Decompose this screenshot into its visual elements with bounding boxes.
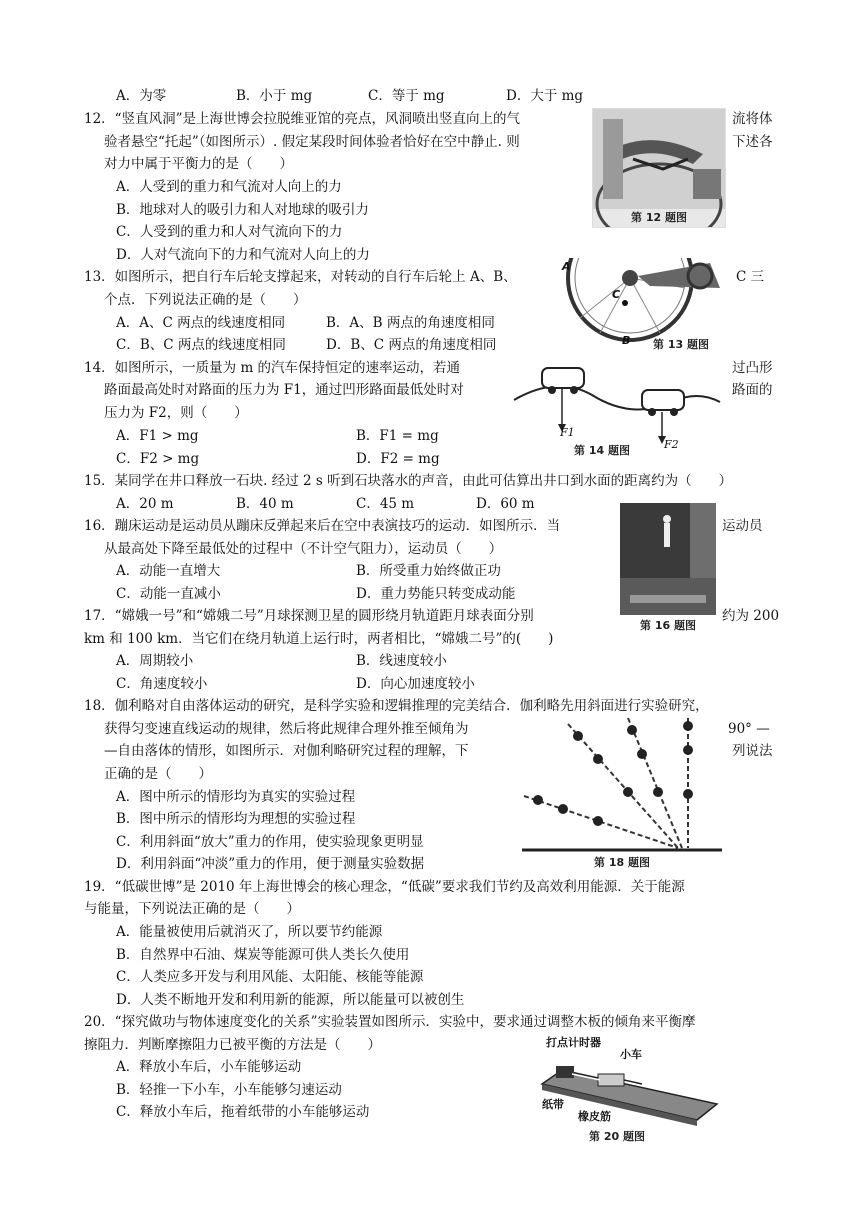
q20-label-tape: 纸带: [542, 1098, 564, 1111]
q17-stem-line1-right: 约为 200: [722, 608, 780, 624]
q14-label-f1: F1: [560, 426, 575, 439]
q12-option-c: C．人受到的重力和人对气流向下的力: [116, 224, 343, 240]
q20-option-b: B．轻推一下小车，小车能够匀速运动: [116, 1082, 342, 1098]
q16-option-a: A．动能一直增大: [116, 563, 221, 579]
q18-stem-line3: —自由落体的情形，如图所示．对伽利略研究过程的理解，下: [104, 743, 469, 759]
q13-label-b: B: [622, 334, 631, 347]
q12-option-b: B．地球对人的吸引力和人对地球的吸引力: [116, 202, 369, 218]
q17-option-b: B．线速度较小: [356, 653, 447, 669]
q16-caption: 第 16 题图: [640, 619, 696, 632]
q16-option-b: B．所受重力始终做正功: [356, 563, 501, 579]
q20-label-rubber-band: 橡皮筋: [578, 1110, 611, 1123]
q20-stem-line2: 擦阻力．判断摩擦阻力已被平衡的方法是（ ）: [84, 1037, 381, 1053]
q15-option-d: D．60 m: [476, 496, 535, 512]
q14-stem-line2: 路面最高处时对路面的压力为 F1，通过凹形路面最低处时对: [104, 382, 464, 398]
q11-option-b: B．小于 mg: [236, 88, 313, 104]
trampoline-photo: [620, 503, 716, 615]
q14-label-f2: F2: [664, 438, 679, 451]
q16-option-d: D．重力势能只转变成动能: [356, 586, 516, 602]
q20-stem-line1: 20．“探究做功与物体速度变化的关系”实验装置如图所示．实验中，要求通过调整木板的倾角来平衡摩: [84, 1014, 696, 1030]
q18-stem-line1: 18．伽利略对自由落体运动的研究，是科学实验和逻辑推理的完美结合．伽利略先用斜面进行实验研究，: [84, 698, 709, 714]
q13-option-a: A．A、C 两点的线速度相同: [116, 315, 286, 331]
q12-option-a: A．人受到的重力和气流对人向上的力: [116, 179, 342, 195]
q14-figure: [512, 360, 722, 460]
q18-stem-line2: 获得匀变速直线运动的规律，然后将此规律合理外推至倾角为: [104, 721, 469, 737]
q20-figure: [532, 1032, 722, 1144]
q13-option-c: C．B、C 两点的线速度相同: [116, 337, 286, 353]
q11-option-d: D．大于 mg: [506, 88, 584, 104]
q14-option-c: C．F2 > mg: [116, 451, 200, 467]
q11-option-c: C．等于 mg: [368, 88, 445, 104]
q20-label-timer: 打点计时器: [546, 1036, 601, 1049]
q19-option-c: C．人类应多开发与利用风能、太阳能、核能等能源: [116, 969, 424, 985]
q14-stem-line1-right: 过凸形: [732, 360, 773, 376]
q12-figure: [592, 108, 726, 228]
q13-caption: 第 13 题图: [653, 338, 709, 351]
q19-option-a: A．能量被使用后就消灭了，所以要节约能源: [116, 924, 383, 940]
q20-option-a: A．释放小车后，小车能够运动: [116, 1059, 302, 1075]
q18-option-d: D．利用斜面“冲淡”重力的作用，便于测量实验数据: [116, 856, 425, 872]
q14-stem-line1: 14．如图所示，一质量为 m 的汽车保持恒定的速率运动，若通: [84, 360, 461, 376]
q13-figure: [560, 258, 732, 354]
q13-option-b: B．A、B 两点的角速度相同: [326, 315, 495, 331]
galileo-incline-drawing: [518, 714, 726, 854]
q15-option-c: C．45 m: [356, 496, 415, 512]
q14-option-a: A．F1 > mg: [116, 428, 199, 444]
q18-caption: 第 18 题图: [594, 856, 650, 869]
q17-option-a: A．周期较小: [116, 653, 194, 669]
q18-stem-line3-right: 列说法: [732, 743, 773, 759]
q12-stem-line3: 对力中属于平衡力的是（ ）: [104, 156, 293, 172]
q20-label-cart: 小车: [620, 1048, 642, 1061]
q14-stem-line2-right: 路面的: [732, 382, 773, 398]
q18-option-c: C．利用斜面“放大”重力的作用，使实验现象更明显: [116, 834, 424, 850]
q12-stem-line1-right: 流将体: [732, 111, 773, 127]
q16-option-c: C．动能一直减小: [116, 586, 221, 602]
q14-option-b: B．F1 = mg: [356, 428, 439, 444]
q13-stem-line1: 13．如图所示，把自行车后轮支撑起来，对转动的自行车后轮上 A、B、: [84, 269, 517, 285]
q12-stem-line1: 12．“竖直风洞”是上海世博会拉脱维亚馆的亮点，风洞喷出竖直向上的气: [84, 111, 520, 127]
q16-figure: [620, 503, 716, 633]
q13-label-c: C: [612, 288, 621, 301]
q13-stem-line1-right: C 三: [736, 269, 765, 285]
q18-option-a: A．图中所示的情形均为真实的实验过程: [116, 789, 356, 805]
q17-stem-line2: km 和 100 km．当它们在绕月轨道上运行时，两者相比，“嫦娥二号”的( ): [84, 631, 554, 647]
q12-stem-line2-right: 下述各: [732, 134, 773, 150]
q12-option-d: D．人对气流向下的力和气流对人向上的力: [116, 247, 370, 263]
q14-stem-line3: 压力为 F2，则（ ）: [104, 405, 248, 421]
q20-caption: 第 20 题图: [589, 1130, 645, 1143]
q14-caption: 第 14 题图: [574, 444, 630, 457]
q11-option-a: A．为零: [116, 88, 167, 104]
q16-stem-line2: 从最高处下降至最低处的过程中（不计空气阻力），运动员（ ）: [104, 541, 503, 557]
q13-option-d: D．B、C 两点的角速度相同: [326, 337, 497, 353]
q17-stem-line1: 17．“嫦娥一号”和“嫦娥二号”月球探测卫星的圆形绕月轨道距月球表面分别: [84, 608, 534, 624]
q18-option-b: B．图中所示的情形均为理想的实验过程: [116, 811, 356, 827]
q19-option-b: B．自然界中石油、煤炭等能源可供人类长久使用: [116, 947, 410, 963]
q16-stem-line1-right: 运动员: [722, 518, 763, 534]
q18-figure: [518, 714, 726, 870]
q20-option-c: C．释放小车后，拖着纸带的小车能够运动: [116, 1104, 370, 1120]
q18-stem-line2-right: 90° —: [728, 721, 770, 737]
q18-stem-line4: 正确的是（ ）: [104, 766, 212, 782]
q17-option-c: C．角速度较小: [116, 676, 208, 692]
q14-option-d: D．F2 = mg: [356, 451, 440, 467]
q15-stem: 15．某同学在井口释放一石块. 经过 2 s 听到石块落水的声音，由此可估算出井口到水面的距离约为（ ）: [84, 473, 733, 489]
q12-caption: 第 12 题图: [631, 211, 687, 224]
q17-option-d: D．向心加速度较小: [356, 676, 475, 692]
q16-stem-line1: 16．蹦床运动是运动员从蹦床反弹起来后在空中表演技巧的运动．如图所示．当: [84, 518, 561, 534]
q19-stem-line2: 与能量，下列说法正确的是（ ）: [84, 901, 300, 917]
q12-stem-line2: 验者悬空“托起”（如图所示）. 假定某段时间体验者恰好在空中静止. 则: [104, 134, 520, 150]
q13-stem-line2: 个点．下列说法正确的是（ ）: [104, 292, 307, 308]
q19-option-d: D．人类不断地开发和利用新的能源，所以能量可以被创生: [116, 992, 465, 1008]
q19-stem-line1: 19．“低碳世博”是 2010 年上海世博会的核心理念，“低碳”要求我们节约及高效利用能源．关于能源: [84, 879, 685, 895]
q13-label-a: A: [562, 260, 571, 273]
q15-option-b: B．40 m: [236, 496, 294, 512]
q15-option-a: A．20 m: [116, 496, 174, 512]
